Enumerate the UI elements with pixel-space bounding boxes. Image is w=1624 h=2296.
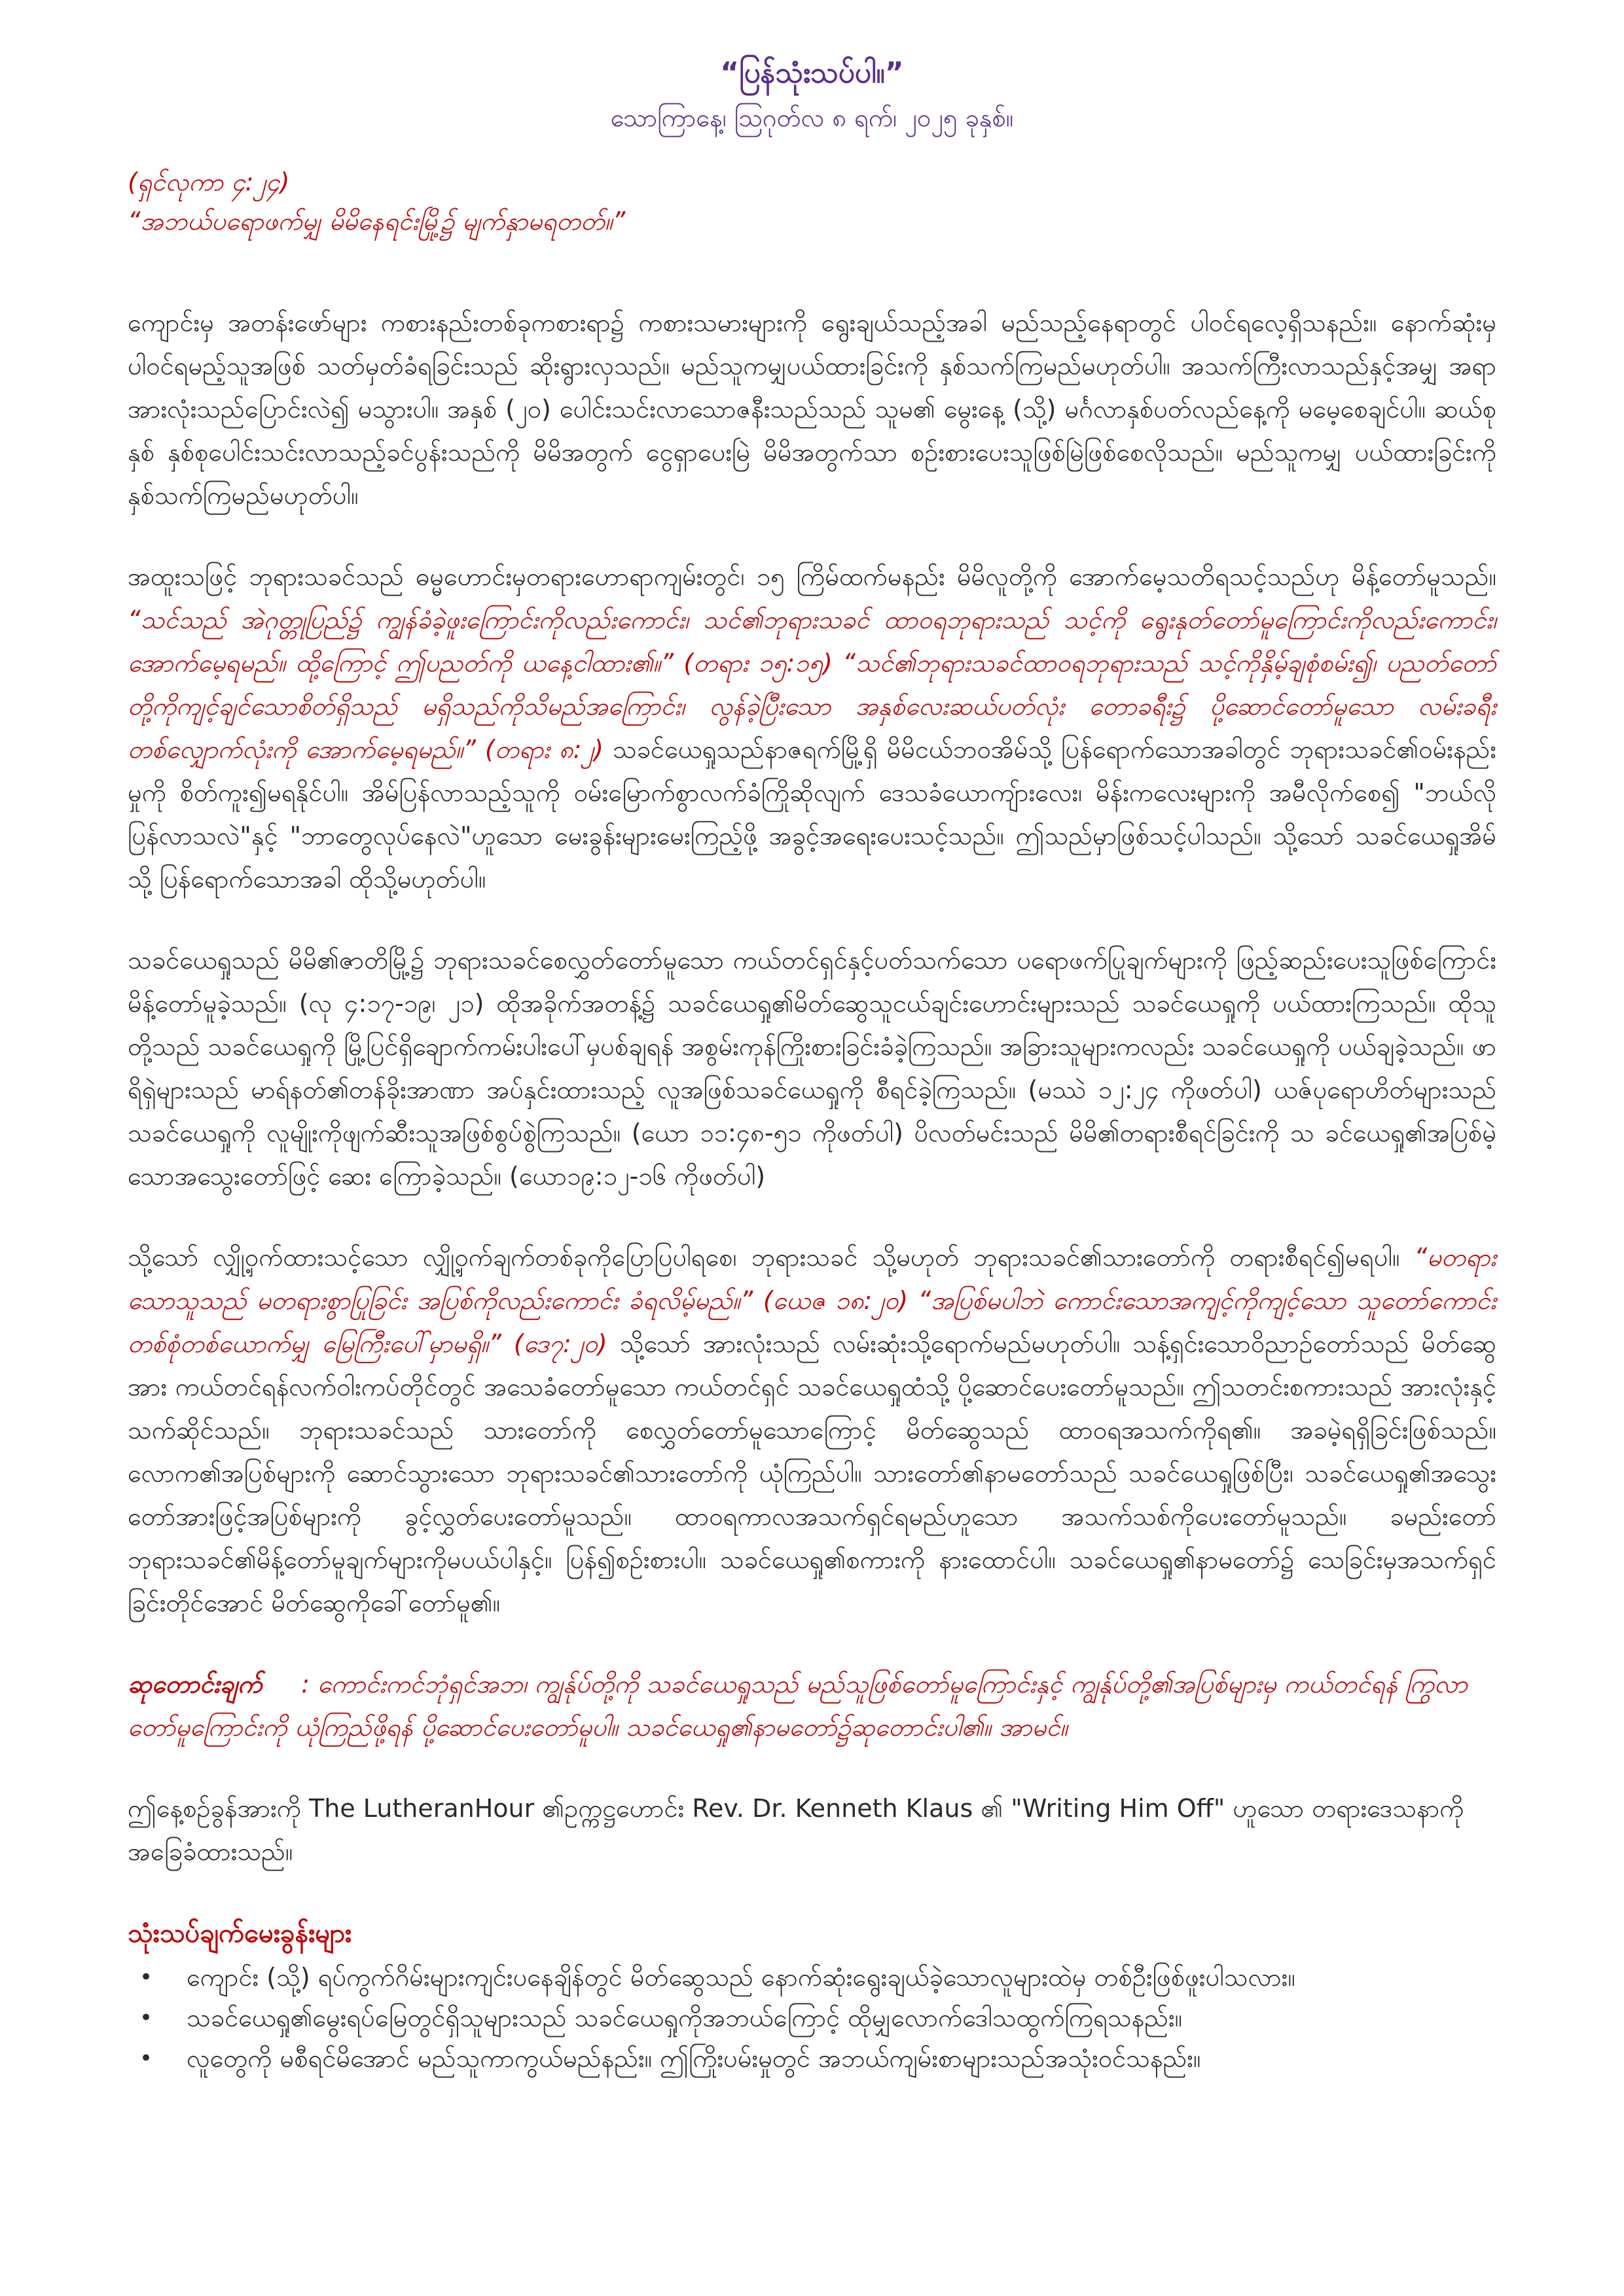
list-item	[128, 1957, 1496, 1998]
header	[128, 52, 1496, 137]
bullet-icon: •	[139, 1964, 153, 1990]
page-title: “ပြန်သုံးသပ်ပါ။”	[720, 56, 904, 90]
paragraph-3: သခင်ယေရှုသည် မိမိ၏ဇာတိမြို့၌ ဘုရားသခင်စေလွှတ်တော်မူသော ကယ်တင်ရှင်နှင့်ပတ်သက်သော ပရောဖက်ပြုချက်များကို ဖြည့်ဆည်းပေးသူဖြစ်ကြောင်း မိန့်တော်မူခဲ့သည်။ (လု ၄:၁၇-၁၉၊ ၂၁) ထိုအခိုက်အတန့်၌ သခင်ယေရှု၏မိတ်ဆွေသူငယ်ချင်းဟောင်းများသည် သခင်ယေရှုကို ပယ်ထားကြသည်။ ထိုသူတို့သည် သခင်ယေရှုကို မြို့ပြင်ရှိချောက်ကမ်းပါးပေါ်မှပစ်ချရန် အစွမ်းကုန်ကြိုးစားခြင်းခံခဲ့ကြသည်။ အခြားသူများကလည်း သခင်ယေရှုကို ပယ်ချခဲ့သည်။ ဖာရိရှဲများသည် မာရ်နတ်၏တန်ခိုးအာဏာ အပ်နှင်းထားသည့် လူအဖြစ်သခင်ယေရှုကို စီရင်ခဲ့ကြသည်။ (မဿဲ ၁၂:၂၄ ကိုဖတ်ပါ) ယဇ်ပုရောဟိတ်များသည် သခင်ယေရှုကို လူမျိုးကိုဖျက်ဆီးသူအဖြစ်စွပ်စွဲကြသည်။ (ယော ၁၁:၄၈-၅၁ ကိုဖတ်ပါ) ပိလတ်မင်းသည် မိမိ၏တရားစီရင်ခြင်းကို သ ခင်ယေရှု၏အပြစ်မဲ့သောအသွေးတော်ဖြင့် ဆေး ကြောခဲ့သည်။ (ယော၁၉:၁၂-၁၆ ကိုဖတ်ပါ)	[128, 946, 1496, 1191]
bullet-icon: •	[139, 2045, 153, 2072]
paragraph-2-intro: အထူးသဖြင့် ဘုရားသခင်သည် ဓမ္မဟောင်းမှတရားဟောရာကျမ်းတွင်၊ ၁၅ ကြိမ်ထက်မနည်း မိမိလူတို့ကို အောက်မေ့သတိရသင့်သည်ဟု မိန့်တော်မူသည်။	[128, 562, 1496, 591]
prayer-text: : ကောင်းကင်ဘုံရှင်အဘ၊ ကျွန်ုပ်တို့ကို သခင်ယေရှုသည် မည်သူဖြစ်တော်မူကြောင်းနှင့် ကျွန်ုပ်တို့၏အပြစ်များမှ ကယ်တင်ရန် ကြွလာတော်မူကြောင်းကို ယုံကြည်ဖို့ရန် ပို့ဆောင်ပေးတော်မူပါ။ သခင်ယေရှု၏နာမတော်၌ဆုတောင်းပါ၏။ အာမင်။	[128, 1670, 1468, 1742]
paragraph-4-intro: သို့သော် လျှို့ဝှက်ထားသင့်သော လျှို့ဝှက်ချက်တစ်ခုကိုပြောပြပါရစေ၊ ဘုရားသခင် သို့မဟုတ် ဘုရားသခင်၏သားတော်ကို တရားစီရင်၍မရပါ။	[128, 1243, 1415, 1272]
question-text: သခင်ယေရှု၏မွေးရပ်မြေတွင်ရှိသူများသည် သခင်ယေရှုကိုအဘယ်ကြောင့် ထိုမျှလောက်ဒေါသထွက်ကြရသနည်း။	[187, 2003, 1183, 2032]
bullet-icon: •	[139, 2005, 153, 2031]
scripture-reference: (ရှင်လုကာ ၄:၂၄)	[128, 168, 290, 196]
dateline: သောကြာနေ့၊ ဩဂုတ်လ ၈ ရက်၊ ၂၀၂၅ ခုနှစ်။	[610, 103, 1014, 132]
paragraph-4	[128, 1236, 1496, 1624]
paragraph-2-scripture-quote: “သင်သည် အဲဂုတ္တုပြည်၌ ကျွန်ခံခဲ့ဖူးကြောင်းကိုလည်းကောင်း၊ သင်၏ဘုရားသခင် ထာဝရဘုရားသည် သင့်ကို ရွေးနုတ်တော်မူကြောင်းကိုလည်းကောင်း၊ အောက်မေ့ရမည်။ ထို့ကြောင့် ဤပညတ်ကို ယနေ့ငါထား၏။” (တရား ၁၅:၁၅) “သင်၏ဘုရားသခင်ထာဝရဘုရားသည် သင့်ကိုနှိမ့်ချစုံစမ်း၍၊ ပညတ်တော်တို့ကိုကျင့်ချင်သောစိတ်ရှိသည် မရှိသည်ကိုသိမည်အကြောင်း၊ လွန်ခဲ့ပြီးသော အနှစ်လေးဆယ်ပတ်လုံး တောခရီး၌ ပို့ဆောင်တော်မူသော လမ်းခရီးတစ်လျှောက်လုံးကို အောက်မေ့ရမည်။” (တရား ၈:၂)	[128, 605, 1496, 764]
reflection-title: သုံးသပ်ချက်မေးခွန်းများ	[128, 1918, 352, 1948]
scripture-text: “အဘယ်ပရောဖက်မျှ မိမိနေရင်းမြို့၌ မျက်နှာမရတတ်။”	[128, 207, 626, 236]
list-item	[128, 1998, 1496, 2038]
prayer-section	[128, 1662, 1496, 1749]
paragraph-1: ကျောင်းမှ အတန်းဖော်များ ကစားနည်းတစ်ခုကစားရာ၌ ကစားသမားများကို ရွေးချယ်သည့်အခါ မည်သည့်နေရာတွင် ပါဝင်ရလေ့ရှိသနည်း။ နောက်ဆုံးမှ ပါဝင်ရမည့်သူအဖြစ် သတ်မှတ်ခံရခြင်းသည် ဆိုးရွားလှသည်။ မည်သူကမျှပယ်ထားခြင်းကို နှစ်သက်ကြမည်မဟုတ်ပါ။ အသက်ကြီးလာသည်နှင့်အမျှ အရာအားလုံးသည်ပြောင်းလဲ၍ မသွားပါ။ အနှစ် (၂၀) ပေါင်းသင်းလာသောဇနီးသည်သည် သူမ၏ မွေးနေ့ (သို့) မင်္ဂလာနှစ်ပတ်လည်နေ့ကို မမေ့စေချင်ပါ။ ဆယ်စုနှစ် နှစ်စုပေါင်းသင်းလာသည့်ခင်ပွန်းသည်ကို မိမိအတွက် ငွေရှာပေးမြဲ မိမိအတွက်သာ စဉ်းစားပေးသူဖြစ်မြဲဖြစ်စေလိုသည်။ မည်သူကမျှ ပယ်ထားခြင်းကို နှစ်သက်ကြမည်မဟုတ်ပါ။	[128, 308, 1496, 510]
question-text: ကျောင်း (သို့) ရပ်ကွက်ဂိမ်းများကျင်းပနေချိန်တွင် မိတ်ဆွေသည် နောက်ဆုံးရွေးချယ်ခဲ့သောလူများထဲမှ တစ်ဦးဖြစ်ဖူးပါသလား။	[187, 1963, 1295, 1992]
paragraph-4-body: သို့သော် အားလုံးသည် လမ်းဆုံးသို့ရောက်မည်မဟုတ်ပါ။ သန့်ရှင်းသောဝိညာဉ်တော်သည် မိတ်ဆွေအား ကယ်တင်ရန်လက်ဝါးကပ်တိုင်တွင် အသေခံတော်မူသော ကယ်တင်ရှင် သခင်ယေရှုထံသို့ ပို့ဆောင်ပေးတော်မူသည်။ ဤသတင်းစကားသည် အားလုံးနှင့်သက်ဆိုင်သည်။ ဘုရားသခင်သည် သားတော်ကို စေလွှတ်တော်မူသောကြောင့် မိတ်ဆွေသည် ထာဝရအသက်ကိုရ၏။ အခမဲ့ရရှိခြင်းဖြစ်သည်။ လောက၏အပြစ်များကို ဆောင်သွားသော ဘုရားသခင်၏သားတော်ကို ယုံကြည်ပါ။ သားတော်၏နာမတော်သည် သခင်ယေရှုဖြစ်ပြီး၊ သခင်ယေရှု၏အသွေးတော်အားဖြင့်အပြစ်များကို ခွင့်လွှတ်ပေးတော်မူသည်။ ထာဝရကာလအသက်ရှင်ရမည်ဟူသော အသက်သစ်ကိုပေးတော်မူသည်။ ခမည်းတော်ဘုရားသခင်၏မိန့်တော်မူချက်များကိုမပယ်ပါနှင့်။ ပြန်၍စဉ်းစားပါ။ သခင်ယေရှု၏စကားကို နားထောင်ပါ။ သခင်ယေရှု၏နာမတော်၌ သေခြင်းမှအသက်ရှင်ခြင်းတိုင်အောင် မိတ်ဆွေကိုခေါ်တော်မူ၏။	[128, 1329, 1497, 1617]
question-text: လူတွေကို မစီရင်မိအောင် မည်သူကာကွယ်မည်နည်း။ ဤကြိုးပမ်းမှုတွင် အဘယ်ကျမ်းစာများသည်အသုံးဝင်သနည်း။	[187, 2044, 1201, 2073]
paragraph-2-body: သခင်ယေရှုသည်နာဇရက်မြို့ရှိ မိမိငယ်ဘဝအိမ်သို့ ပြန်ရောက်သောအခါတွင် ဘုရားသခင်၏ဝမ်းနည်းမှုကို စိတ်ကူး၍မရနိုင်ပါ။ အိမ်ပြန်လာသည့်သူကို ဝမ်းမြောက်စွာလက်ခံကြိုဆိုလျက် ဒေသခံယောကျ်ားလေး၊ မိန်းကလေးများကို အမီလိုက်စေ၍ "ဘယ်လိုပြန်လာသလဲ"နှင့် "ဘာတွေလုပ်နေလဲ"ဟူသော မေးခွန်းများမေးကြည့်ဖို့ အခွင့်အရေးပေးသင့်သည်။ ဤသည်မှာဖြစ်သင့်ပါသည်။ သို့သော် သခင်ယေရှုအိမ်သို့ ပြန်ရောက်သောအခါ ထိုသို့မဟုတ်ပါ။	[128, 735, 1496, 893]
paragraph-4-scripture-quote: “မတရားသောသူသည် မတရားစွာပြုခြင်း အပြစ်ကိုလည်းကောင်း ခံရလိမ့်မည်။” (ယေဇ ၁၈:၂၀) “အပြစ်မပါဘဲ ကောင်းသောအကျင့်ကိုကျင့်သော သူတော်ကောင်းတစ်စုံတစ်ယောက်မျှ မြေကြီးပေါ်မှာမရှိ။” (ဒေ၇:၂၀)	[128, 1243, 1496, 1358]
list-item	[128, 2038, 1496, 2079]
reflection-questions	[128, 1957, 1496, 2079]
prayer-label: ဆုတောင်းချက်	[128, 1670, 262, 1698]
credit-note: ဤနေ့စဉ်ခွန်အားကို The LutheranHour ၏ဥက္ကဋ္ဌဟောင်း Rev. Dr. Kenneth Klaus ၏ "Writing Him Off" ဟူသော တရားဒေသနာကို အခြေခံထားသည်။	[128, 1794, 1464, 1866]
paragraph-2	[128, 555, 1496, 901]
